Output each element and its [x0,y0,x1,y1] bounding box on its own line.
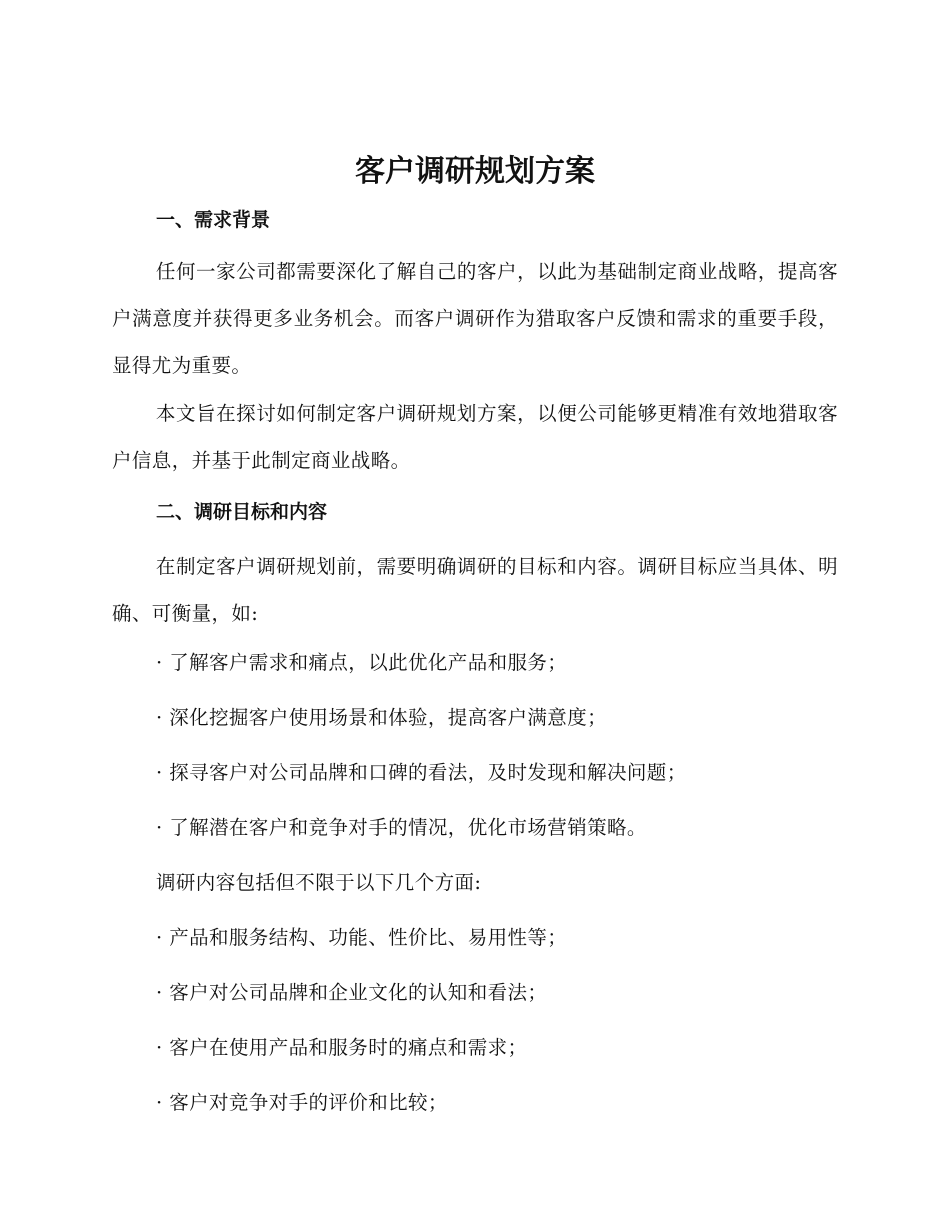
paragraph-goals-intro: 在制定客户调研规划前，需要明确调研的目标和内容。调研目标应当具体、明确、可衡量，如: [112,555,838,625]
list-item-content-4: · 客户对竞争对手的评价和比较； [156,1091,448,1114]
list-item-goal-4: · 了解潜在客户和竞争对手的情况，优化市场营销策略。 [156,816,647,839]
list-item-goal-1: · 了解客户需求和痛点，以此优化产品和服务； [156,651,568,674]
list-item-goal-3: · 探寻客户对公司品牌和口碑的看法，及时发现和解决问题； [156,761,687,784]
section-heading-background: 一、需求背景 [156,209,271,231]
list-item-content-1: · 产品和服务结构、功能、性价比、易用性等； [156,926,568,949]
paragraph-background-1: 任何一家公司都需要深化了解自己的客户，以此为基础制定商业战略，提高客户满意度并获得更多业务机会。而客户调研作为猎取客户反馈和需求的重要手段，显得尤为重要。 [112,260,838,377]
paragraph-content-intro: 调研内容包括但不限于以下几个方面: [156,871,482,894]
paragraph-background-2: 本文旨在探讨如何制定客户调研规划方案，以便公司能够更精准有效地猎取客户信息，并基于此制定商业战略。 [112,402,838,472]
document-title: 客户调研规划方案 [355,154,595,189]
section-heading-goals: 二、调研目标和内容 [156,501,328,523]
list-item-content-3: · 客户在使用产品和服务时的痛点和需求； [156,1036,528,1059]
list-item-content-2: · 客户对公司品牌和企业文化的认知和看法； [156,981,548,1004]
list-item-goal-2: · 深化挖掘客户使用场景和体验，提高客户满意度； [156,706,607,729]
